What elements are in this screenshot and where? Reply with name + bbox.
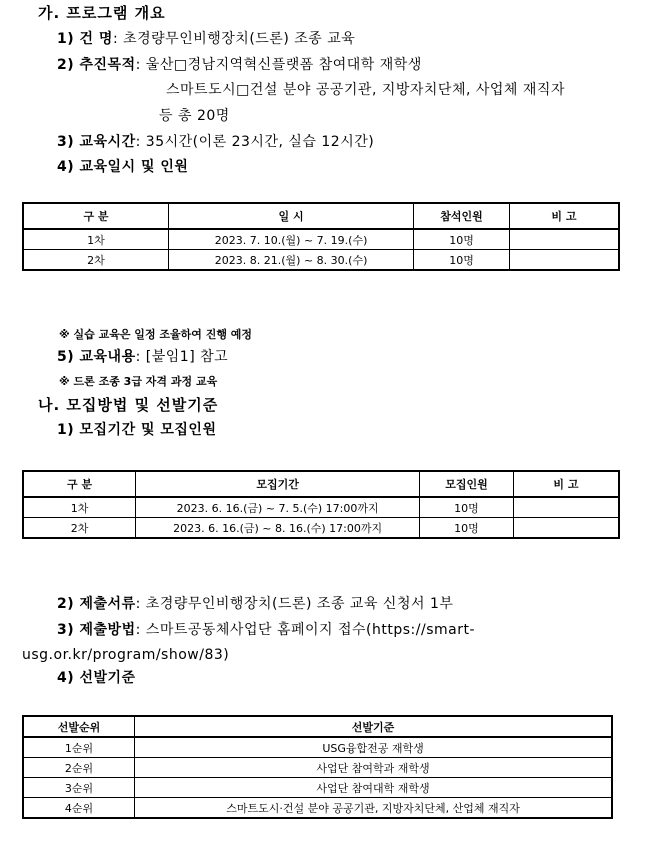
table-cell: 10명 xyxy=(420,518,514,539)
recruit-period-label: 1) 모집기간 및 모집인원 xyxy=(57,422,217,438)
item-content-value: : [붙임1] 참고 xyxy=(135,349,229,365)
item-hours-label: 3) 교육시간 xyxy=(57,134,136,150)
table-row xyxy=(23,758,612,778)
item-content-label: 5) 교육내용 xyxy=(57,349,136,365)
table-row xyxy=(23,518,619,539)
table-header-row xyxy=(23,203,619,229)
table-cell: 사업단 참여대학 재학생 xyxy=(135,778,612,798)
section-ga-heading: 가. 프로그램 개요 xyxy=(38,4,166,22)
table-cell: 2023. 7. 10.(월) ~ 7. 19.(수) xyxy=(168,229,413,250)
item-purpose xyxy=(57,56,422,74)
item-purpose-value: : 울산□경남지역혁신플랫폼 참여대학 재학생 xyxy=(135,57,422,73)
table-header: 모집기간 xyxy=(136,471,420,497)
table-header: 모집인원 xyxy=(420,471,514,497)
table-row xyxy=(23,778,612,798)
table-row xyxy=(23,798,612,819)
table-cell: 3순위 xyxy=(23,778,135,798)
item-title-label: 1) 건 명 xyxy=(57,31,113,47)
table-cell: 2차 xyxy=(23,250,168,271)
table-cell: 2023. 6. 16.(금) ~ 7. 5.(수) 17:00까지 xyxy=(136,497,420,518)
item-title-value: : 초경량무인비행장치(드론) 조종 교육 xyxy=(112,31,356,47)
practice-note: ※ 실습 교육은 일정 조율하여 진행 예정 xyxy=(59,328,253,341)
table-cell xyxy=(513,497,619,518)
table-row xyxy=(23,497,619,518)
section-na-heading: 나. 모집방법 및 선발기준 xyxy=(38,396,219,414)
license-note: ※ 드론 조종 3급 자격 과정 교육 xyxy=(59,375,218,388)
item-title xyxy=(57,30,355,48)
table-cell xyxy=(513,518,619,539)
submit-method-value: : 스마트공동체사업단 홈페이지 접수(https://smart- xyxy=(135,622,476,638)
item-hours xyxy=(57,133,374,151)
table-cell: 10명 xyxy=(414,229,510,250)
item-purpose-label: 2) 추진목적 xyxy=(57,57,136,73)
table-cell: 1순위 xyxy=(23,737,135,758)
submit-docs xyxy=(57,595,453,613)
table-cell: 사업단 참여학과 재학생 xyxy=(135,758,612,778)
item-content xyxy=(57,348,228,366)
table-row xyxy=(23,250,619,271)
table-cell: 10명 xyxy=(414,250,510,271)
table-cell: 10명 xyxy=(420,497,514,518)
table-header: 선발순위 xyxy=(23,716,135,737)
table-header: 참석인원 xyxy=(414,203,510,229)
table-cell xyxy=(509,229,619,250)
submit-docs-value: : 초경량무인비행장치(드론) 조종 교육 신청서 1부 xyxy=(135,596,454,612)
item-schedule-label: 4) 교육일시 및 인원 xyxy=(57,159,189,175)
table-cell: 1차 xyxy=(23,497,136,518)
submit-method xyxy=(57,621,475,639)
item-hours-value: : 35시간(이론 23시간, 실습 12시간) xyxy=(135,134,375,150)
selection-table xyxy=(22,715,613,819)
table-header: 구 분 xyxy=(23,203,168,229)
recruit-table xyxy=(22,470,620,539)
selection-criteria-heading xyxy=(57,669,136,687)
item-purpose-line3: 등 총 20명 xyxy=(159,108,230,124)
table-header-row xyxy=(23,471,619,497)
submit-method-url-cont: usg.or.kr/program/show/83) xyxy=(22,647,230,663)
schedule-table xyxy=(22,202,620,271)
table-header-row xyxy=(23,716,612,737)
submit-method-label: 3) 제출방법 xyxy=(57,622,136,638)
table-cell: 스마트도시·건설 분야 공공기관, 지방자치단체, 산업체 재직자 xyxy=(135,798,612,819)
table-cell: 1차 xyxy=(23,229,168,250)
item-purpose-line2: 스마트도시□건설 분야 공공기관, 지방자치단체, 사업체 재직자 xyxy=(166,82,565,98)
selection-criteria-label: 4) 선발기준 xyxy=(57,670,136,686)
table-cell: 2023. 8. 21.(월) ~ 8. 30.(수) xyxy=(168,250,413,271)
recruit-period-heading xyxy=(57,421,216,439)
table-cell: 2023. 6. 16.(금) ~ 8. 16.(수) 17:00까지 xyxy=(136,518,420,539)
table-header: 비 고 xyxy=(509,203,619,229)
table-header: 구 분 xyxy=(23,471,136,497)
table-row xyxy=(23,737,612,758)
submit-docs-label: 2) 제출서류 xyxy=(57,596,136,612)
table-header: 비 고 xyxy=(513,471,619,497)
item-schedule xyxy=(57,158,188,176)
table-cell: USG융합전공 재학생 xyxy=(135,737,612,758)
table-row xyxy=(23,229,619,250)
table-header: 선발기준 xyxy=(135,716,612,737)
table-header: 일 시 xyxy=(168,203,413,229)
table-cell: 2순위 xyxy=(23,758,135,778)
table-cell: 2차 xyxy=(23,518,136,539)
table-cell xyxy=(509,250,619,271)
table-cell: 4순위 xyxy=(23,798,135,819)
